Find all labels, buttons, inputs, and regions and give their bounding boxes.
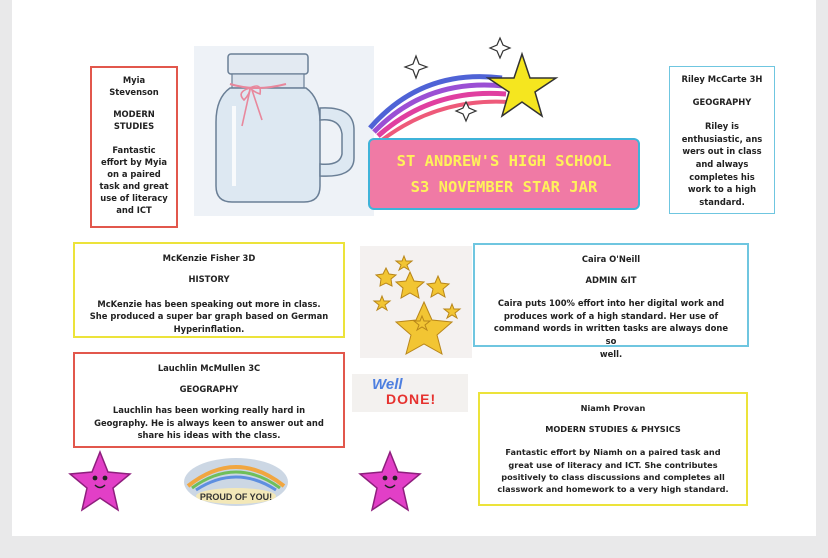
well-done-word-1: Well <box>372 376 403 393</box>
pink-star-mascot-icon <box>68 450 132 512</box>
document-page <box>12 0 816 536</box>
student-name: Riley McCarte 3H <box>681 74 763 84</box>
student-name: Caira O'Neill <box>581 254 641 264</box>
comment-text: Lauchlin has been working really hard in Geography. He is always keen to answer out and share his ideas with the class. <box>94 405 324 440</box>
subject-label: HISTORY <box>188 274 230 285</box>
subject-label: ADMIN &IT <box>585 274 637 285</box>
subject-label: GEOGRAPHY <box>692 96 752 107</box>
pink-star-mascot-icon <box>358 450 422 512</box>
banner-school-name: ST ANDREW'S HIGH SCHOOL <box>396 152 612 170</box>
student-name: McKenzie Fisher 3D <box>162 253 256 263</box>
gold-stars-illustration <box>360 246 472 358</box>
sparkle-icon <box>490 38 510 58</box>
banner-subtitle: S3 NOVEMBER STAR JAR <box>410 178 598 196</box>
comment-text: McKenzie has been speaking out more in class. She produced a super bar graph based on German Hyperinflation. <box>89 298 329 334</box>
student-name: Myia Stevenson <box>109 75 159 97</box>
subject-label: MODERN STUDIES & PHYSICS <box>545 424 681 435</box>
award-card-caira <box>473 243 749 359</box>
award-card-lauchlin <box>73 352 345 448</box>
title-banner <box>368 138 640 210</box>
student-name: Niamh Provan <box>580 403 646 413</box>
comment-text: Fantastic effort by Myia on a paired task and great use of literacy and ICT <box>99 145 169 215</box>
student-name: Lauchlin McMullen 3C <box>157 363 261 373</box>
award-card-myia <box>90 66 178 228</box>
well-done-sticker <box>352 374 468 412</box>
well-done-word-2: DONE! <box>386 391 437 407</box>
shooting-star-icon <box>352 28 572 138</box>
comment-text: Caira puts 100% effort into her digital work and produces work of a high standard. Her use of command words in written tasks are always done so well. <box>493 298 729 359</box>
award-card-niamh <box>478 392 748 506</box>
subject-label: MODERN STUDIES <box>113 109 155 131</box>
proud-of-you-sticker <box>182 456 290 508</box>
subject-label: GEOGRAPHY <box>179 384 239 395</box>
sparkle-icon <box>405 56 427 78</box>
mason-jar-illustration <box>190 46 376 216</box>
comment-text: Fantastic effort by Niamh on a paired task and great use of literacy and ICT. She contributes positively to class discussions and completes all classwork and homework to a very high standard. <box>497 447 729 495</box>
proud-of-you-text: PROUD OF YOU! <box>199 492 273 502</box>
award-card-riley <box>669 66 775 214</box>
comment-text: Riley is enthusiastic, ans wers out in class and always completes his work to a high standard. <box>681 121 763 207</box>
award-card-mckenzie <box>73 242 345 338</box>
